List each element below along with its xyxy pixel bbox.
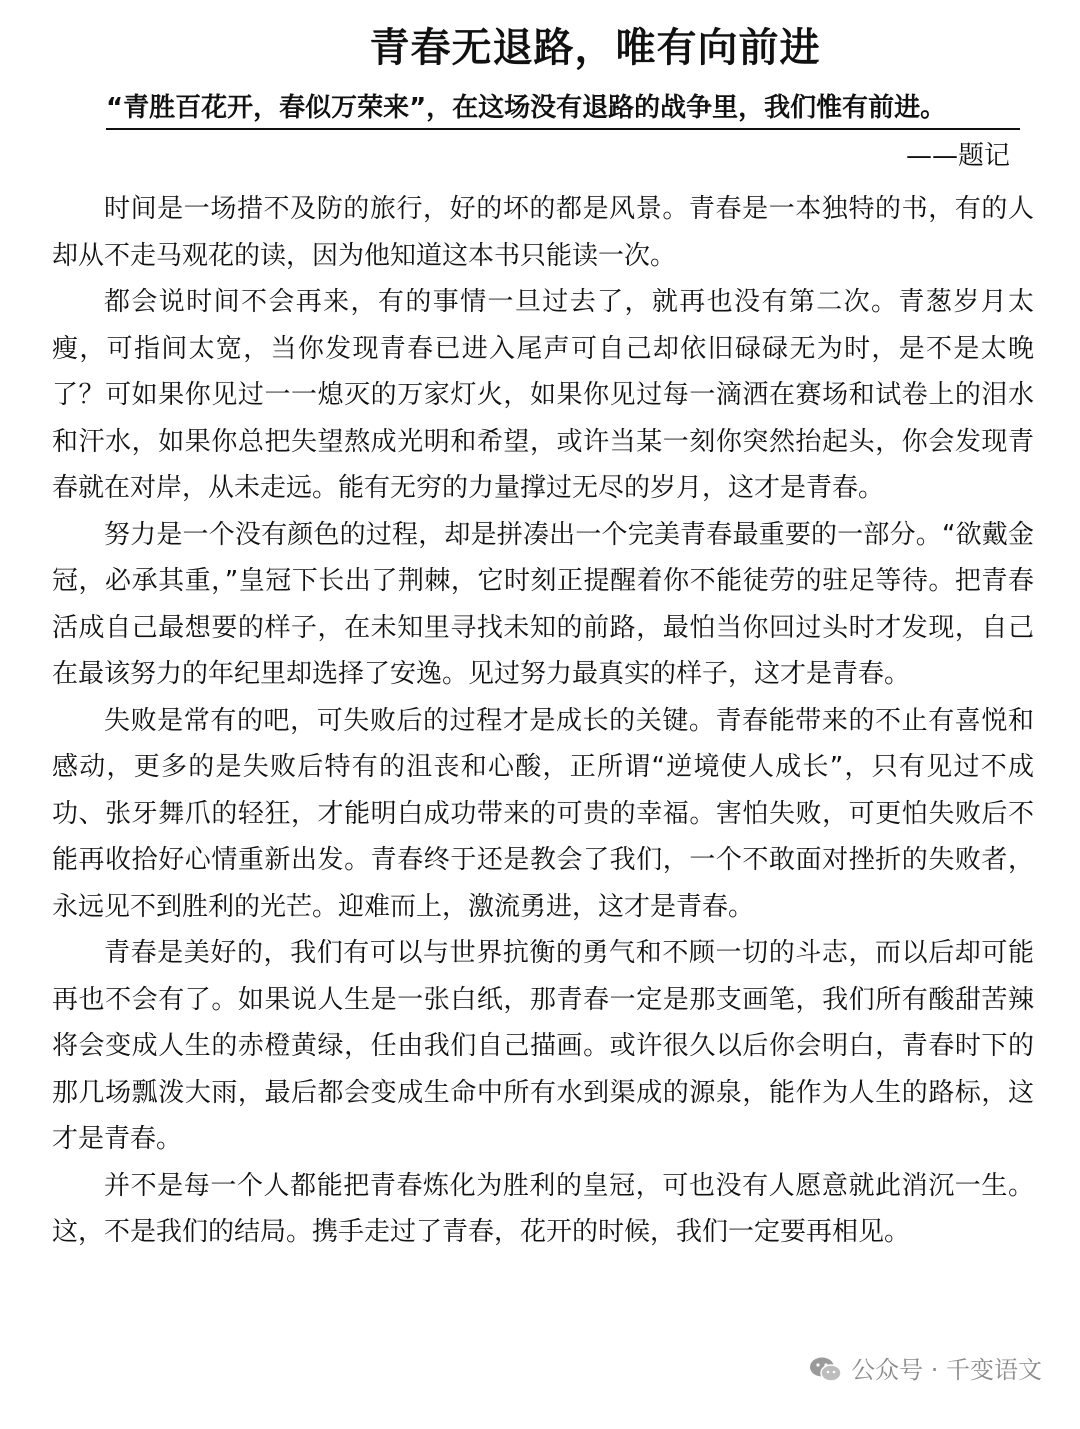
- paragraph-4: 失败是常有的吧，可失败后的过程才是成长的关键。青春能带来的不止有喜悦和感动，更多的是失败后特有的沮丧和心酸，正所谓“逆境使人成长”，只有见过不成功、张牙舞爪的轻狂，才能明白成功带来的可贵的幸福。害怕失败，可更怕失败后不能再收拾好心情重新出发。青春终于还是教会了我们，一个不敢面对挫折的失败者，永远见不到胜利的光芒。迎难而上，激流勇进，这才是青春。: [52, 705, 1034, 922]
- epigraph: “青胜百花开，春似万荣来”，在这场没有退路的战争里，我们惟有前进。: [106, 90, 1020, 130]
- wechat-icon: [809, 1356, 843, 1384]
- watermark-text: 公众号 · 千变语文: [851, 1356, 1042, 1384]
- page-title: 青春无退路，唯有向前进: [369, 25, 821, 71]
- paragraph-1: 时间是一场措不及防的旅行，好的坏的都是风景。青春是一本独特的书，有的人却从不走马观花的读，因为他知道这本书只能读一次。: [52, 194, 1034, 271]
- epigraph-attribution: ——题记: [905, 141, 1010, 171]
- watermark: [803, 1353, 1048, 1387]
- paragraph-3: 努力是一个没有颜色的过程，却是拼凑出一个完美青春最重要的一部分。“欲戴金冠，必承其重，”皇冠下长出了荆棘，它时刻正提醒着你不能徒劳的驻足等待。把青春活成自己最想要的样子，在未知里寻找未知的前路，最怕当你回过头时才发现，自己在最该努力的年纪里却选择了安逸。见过努力最真实的样子，这才是青春。: [52, 519, 1034, 689]
- paragraph-5: 青春是美好的，我们有可以与世界抗衡的勇气和不顾一切的斗志，而以后却可能再也不会有了。如果说人生是一张白纸，那青春一定是那支画笔，我们所有酸甜苦辣将会变成人生的赤橙黄绿，任由我们自己描画。或许很久以后你会明白，青春时下的那几场瓢泼大雨，最后都会变成生命中所有水到渠成的源泉，能作为人生的路标，这才是青春。: [52, 938, 1034, 1154]
- paragraph-6: 并不是每一个人都能把青春炼化为胜利的皇冠，可也没有人愿意就此消沉一生。这，不是我们的结局。携手走过了青春，花开的时候，我们一定要再相见。: [52, 1170, 1034, 1247]
- essay-body: [52, 186, 1034, 1256]
- paragraph-2: 都会说时间不会再来，有的事情一旦过去了，就再也没有第二次。青葱岁月太瘦，可指间太宽，当你发现青春已进入尾声可自己却依旧碌碌无为时，是不是太晚了？可如果你见过一一熄灭的万家灯火，如果你见过每一滴洒在赛场和试卷上的泪水和汗水，如果你总把失望熬成光明和希望，或许当某一刻你突然抬起头，你会发现青春就在对岸，从未走远。能有无穷的力量撑过无尽的岁月，这才是青春。: [52, 287, 1034, 503]
